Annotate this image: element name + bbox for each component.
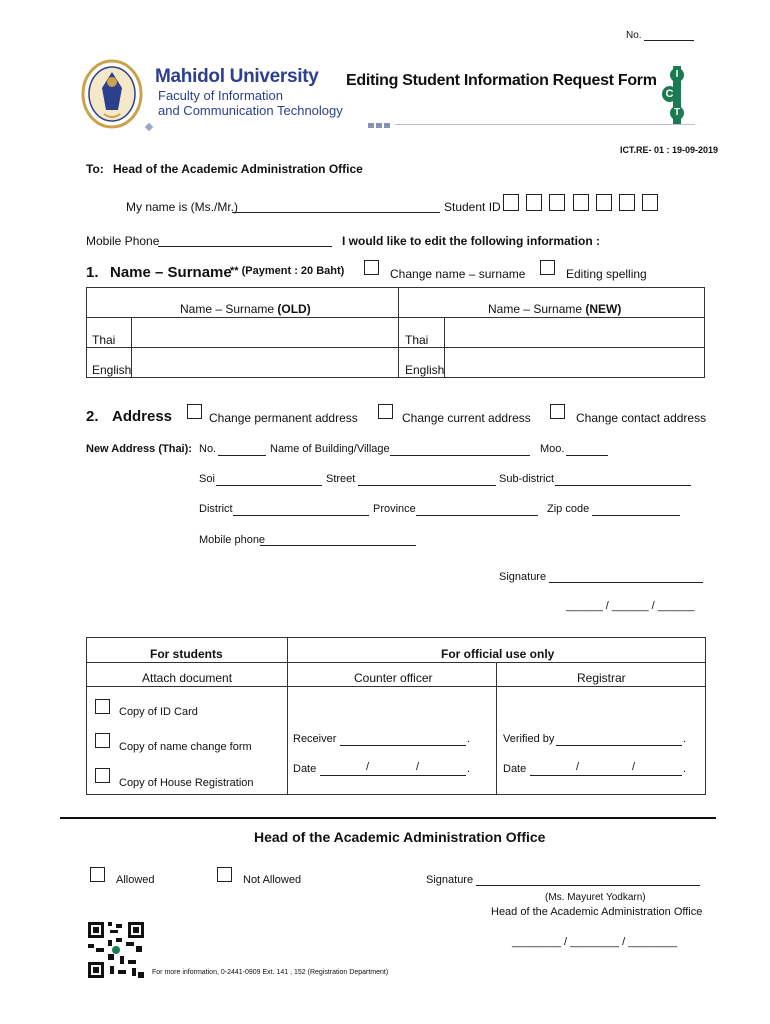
ict-letter-c: C xyxy=(662,86,677,102)
registrar-header: Registrar xyxy=(577,671,626,685)
counter-date-label: Date xyxy=(293,763,317,775)
new-english-name-field[interactable] xyxy=(445,348,704,377)
building-field[interactable] xyxy=(390,455,530,456)
student-id-box[interactable] xyxy=(619,194,635,211)
counter-date-field[interactable] xyxy=(320,775,466,776)
mahidol-seal-icon xyxy=(80,58,144,132)
approval-heading: Head of the Academic Administration Office xyxy=(254,829,546,845)
moo-field[interactable] xyxy=(566,455,608,456)
student-id-box[interactable] xyxy=(526,194,542,211)
name-change-form-checkbox[interactable] xyxy=(95,733,110,748)
student-id-label: Student ID xyxy=(444,200,501,214)
registrar-date-field[interactable] xyxy=(530,775,682,776)
building-label: Name of Building/Village xyxy=(270,443,390,455)
university-name: Mahidol University xyxy=(155,66,319,87)
current-address-label: Change current address xyxy=(402,411,531,425)
id-card-checkbox[interactable] xyxy=(95,699,110,714)
district-label: District xyxy=(199,503,233,515)
soi-label: Soi xyxy=(199,473,215,485)
faculty-line2: and Communication Technology xyxy=(158,103,343,118)
allowed-label: Allowed xyxy=(116,874,155,886)
student-id-box[interactable] xyxy=(549,194,565,211)
english-label: English xyxy=(405,363,445,377)
date-sep: / xyxy=(632,761,636,773)
footer-info: For more information, 0-2441-0909 Ext. 141 , 152 (Registration Department) xyxy=(152,969,389,976)
table-divider xyxy=(86,662,706,663)
mobile-field[interactable] xyxy=(158,246,332,247)
registrar-date-label: Date xyxy=(503,763,527,775)
change-name-label: Change name – surname xyxy=(390,267,526,281)
for-students-header: For students xyxy=(150,647,223,661)
district-field[interactable] xyxy=(233,515,369,516)
zipcode-label: Zip code xyxy=(547,503,590,515)
section2-number: 2. xyxy=(86,408,99,425)
registrar-date-end-dot: . xyxy=(683,763,687,775)
contact-address-label: Change contact address xyxy=(576,411,707,425)
soi-field[interactable] xyxy=(216,485,322,486)
permanent-address-label: Change permanent address xyxy=(209,411,358,425)
signer-name: (Ms. Mayuret Yodkarn) xyxy=(545,892,646,903)
section1-number: 1. xyxy=(86,264,99,281)
old-thai-name-field[interactable] xyxy=(132,318,397,346)
student-id-box[interactable] xyxy=(642,194,658,211)
counter-officer-header: Counter officer xyxy=(354,671,433,685)
ict-letter-i: I xyxy=(670,68,684,82)
qr-code-icon xyxy=(86,920,146,980)
english-label: English xyxy=(92,363,132,377)
doc-id-card: Copy of ID Card xyxy=(119,706,198,718)
verified-by-field[interactable] xyxy=(556,745,682,746)
decor-square xyxy=(384,123,390,128)
decor-square xyxy=(368,123,374,128)
ict-letter-t: T xyxy=(670,106,684,120)
table-divider xyxy=(86,686,706,687)
no-label: No. xyxy=(626,30,642,41)
approval-signature-field[interactable] xyxy=(476,885,700,886)
thai-label: Thai xyxy=(405,333,429,347)
thai-label: Thai xyxy=(92,333,116,347)
date-sep: / xyxy=(366,761,370,773)
signature-label: Signature xyxy=(499,571,547,583)
new-thai-name-field[interactable] xyxy=(445,318,704,346)
street-field[interactable] xyxy=(358,485,496,486)
contact-address-checkbox[interactable] xyxy=(550,404,565,419)
address-no-field[interactable] xyxy=(218,455,266,456)
current-address-checkbox[interactable] xyxy=(378,404,393,419)
student-id-box[interactable] xyxy=(573,194,589,211)
table-divider xyxy=(287,637,288,795)
counter-date-end-dot: . xyxy=(467,763,471,775)
house-registration-checkbox[interactable] xyxy=(95,768,110,783)
verified-by-label: Verified by xyxy=(503,733,555,745)
edit-intro: I would like to edit the following information : xyxy=(342,234,600,248)
mobile-label: Mobile Phone xyxy=(86,234,160,248)
no-field[interactable] xyxy=(644,40,694,41)
signature-date[interactable]: ______ / ______ / ______ xyxy=(566,600,695,612)
ict-logo xyxy=(660,66,694,124)
table-divider xyxy=(496,662,497,795)
new-name-header: Name – Surname (NEW) xyxy=(488,302,622,316)
form-title: Editing Student Information Request Form xyxy=(346,72,657,89)
new-address-label: New Address (Thai): xyxy=(86,443,192,455)
receiver-label: Receiver xyxy=(293,733,337,745)
zipcode-field[interactable] xyxy=(592,515,680,516)
moo-label: Moo. xyxy=(540,443,565,455)
name-label: My name is (Ms./Mr.) xyxy=(126,200,239,214)
date-sep: / xyxy=(416,761,420,773)
subdistrict-field[interactable] xyxy=(555,485,691,486)
permanent-address-checkbox[interactable] xyxy=(187,404,202,419)
old-name-header: Name – Surname (OLD) xyxy=(180,302,311,316)
date-sep: / xyxy=(576,761,580,773)
signature-field[interactable] xyxy=(549,582,703,583)
attach-document-header: Attach document xyxy=(142,671,233,685)
student-id-box[interactable] xyxy=(503,194,519,211)
not-allowed-label: Not Allowed xyxy=(243,874,302,886)
to-label: To: xyxy=(86,162,104,176)
doc-code: ICT.RE- 01 : 19-09-2019 xyxy=(620,145,719,155)
student-id-box[interactable] xyxy=(596,194,612,211)
decor-diamond xyxy=(145,123,153,131)
mobile-phone-label: Mobile phone xyxy=(199,534,266,546)
decor-rule xyxy=(395,124,695,125)
province-field[interactable] xyxy=(416,515,538,516)
not-allowed-checkbox[interactable] xyxy=(217,867,232,882)
editing-spelling-checkbox[interactable] xyxy=(540,260,555,275)
for-official-header: For official use only xyxy=(441,647,555,661)
table-divider xyxy=(398,287,399,378)
approval-date[interactable]: ________ / ________ / ________ xyxy=(512,936,678,948)
signer-title: Head of the Academic Administration Office xyxy=(491,906,703,918)
faculty-line1: Faculty of Information xyxy=(158,88,283,103)
province-label: Province xyxy=(373,503,416,515)
name-field[interactable] xyxy=(232,212,440,213)
editing-spelling-label: Editing spelling xyxy=(566,267,647,281)
section2-title: Address xyxy=(112,408,173,425)
mobile-phone-field[interactable] xyxy=(260,545,416,546)
change-name-checkbox[interactable] xyxy=(364,260,379,275)
old-english-name-field[interactable] xyxy=(132,348,397,377)
allowed-checkbox[interactable] xyxy=(90,867,105,882)
decor-square xyxy=(376,123,382,128)
receiver-field[interactable] xyxy=(340,745,466,746)
section-rule xyxy=(60,817,716,819)
subdistrict-label: Sub-district xyxy=(499,473,555,485)
payment-note: ** (Payment : 20 Baht) xyxy=(230,265,345,277)
to-value: Head of the Academic Administration Office xyxy=(113,162,363,176)
doc-house-registration: Copy of House Registration xyxy=(119,777,254,789)
address-no-label: No. xyxy=(199,443,217,455)
receiver-end-dot: . xyxy=(467,733,471,745)
section1-title: Name – Surname xyxy=(110,264,232,281)
street-label: Street xyxy=(326,473,356,485)
approval-signature-label: Signature xyxy=(426,874,474,886)
doc-name-change-form: Copy of name change form xyxy=(119,741,252,753)
verified-end-dot: . xyxy=(683,733,687,745)
